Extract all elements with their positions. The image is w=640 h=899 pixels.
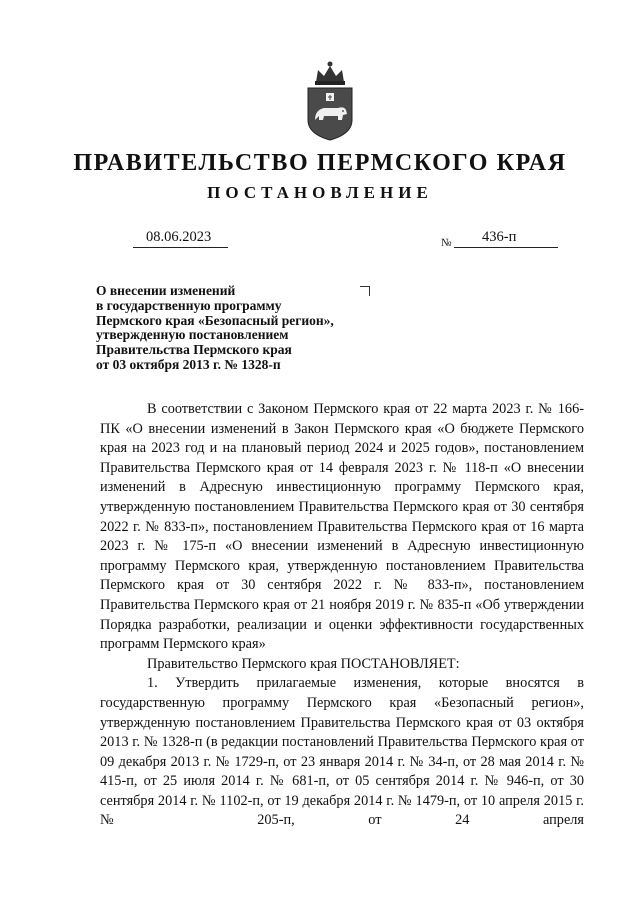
document-subject: [96, 284, 334, 373]
subject-line: в государственную программу: [96, 297, 282, 313]
government-title: ПРАВИТЕЛЬСТВО ПЕРМСКОГО КРАЯ: [73, 150, 567, 176]
date-underline: [133, 247, 228, 248]
coat-of-arms-icon: [302, 60, 358, 142]
body-paragraph: Правительство Пермского края ПОСТАНОВЛЯЕТ:: [147, 655, 460, 672]
number-underline: [454, 247, 558, 248]
document-date: 08.06.2023: [146, 229, 212, 245]
document-type: ПОСТАНОВЛЕНИЕ: [207, 183, 433, 202]
subject-line: от 03 октября 2013 г. № 1328-п: [96, 356, 281, 372]
document-number: 436-п: [482, 229, 517, 245]
subject-line: О внесении изменений: [96, 283, 236, 298]
body-paragraph: В соответствии с Законом Пермского края от 22 марта 2023 г. № 166-ПК «О внесении изменений в Закон Пермского края «О бюджете Пермского края на 2023 год и на плановый период 2024 и 2025 годов», постановлением Правительства Пермского края от 14 февраля 2023 г. № 118-п «О внесении изменений в Адресную инвестиционную программу Пермского края, утвержденную постановлением Правительства Пермского края от 30 сентября 2022 г. № 833-п», постановлением Правительства Пермского края от 16 марта 2023 г. № 175-п «О внесении изменений в Адресную инвестиционную программу Пермского края, утвержденную постановлением Правительства Пермского края от 30 сентября 2022 г. № 833-п», постановлением Правительства Пермского края от 21 ноября 2019 г. № 835-п «Об утверждении Порядка разработки, реализации и оценки эффективности государственных программ Пермского края»: [100, 401, 584, 653]
subject-line: Пермского края «Безопасный регион»,: [96, 312, 334, 328]
body-paragraph: 1. Утвердить прилагаемые изменения, которые вносятся в государственную программу Пермского края «Безопасный регион», утвержденную постановлением Правительства Пермского края от 03 октября 2013 г. № 1328-п (в редакции постановлений Правительства Пермского края от 09 декабря 2013 г. № 1729-п, от 23 января 2014 г. № 34-п, от 28 мая 2014 г. № 415-п, от 25 июля 2014 г. № 681-п, от 05 сентября 2014 г. № 946-п, от 30 сентября 2014 г. № 1102-п, от 19 декабря 2014 г. № 1479-п, от 10 апреля 2015 г. № 205-п, от 24 апреля: [100, 675, 584, 829]
document-body: [100, 400, 584, 831]
subject-line: Правительства Пермского края: [96, 342, 292, 358]
subject-corner-mark: [360, 286, 370, 296]
subject-line: утвержденную постановлением: [96, 327, 289, 343]
number-sign: №: [441, 237, 452, 249]
